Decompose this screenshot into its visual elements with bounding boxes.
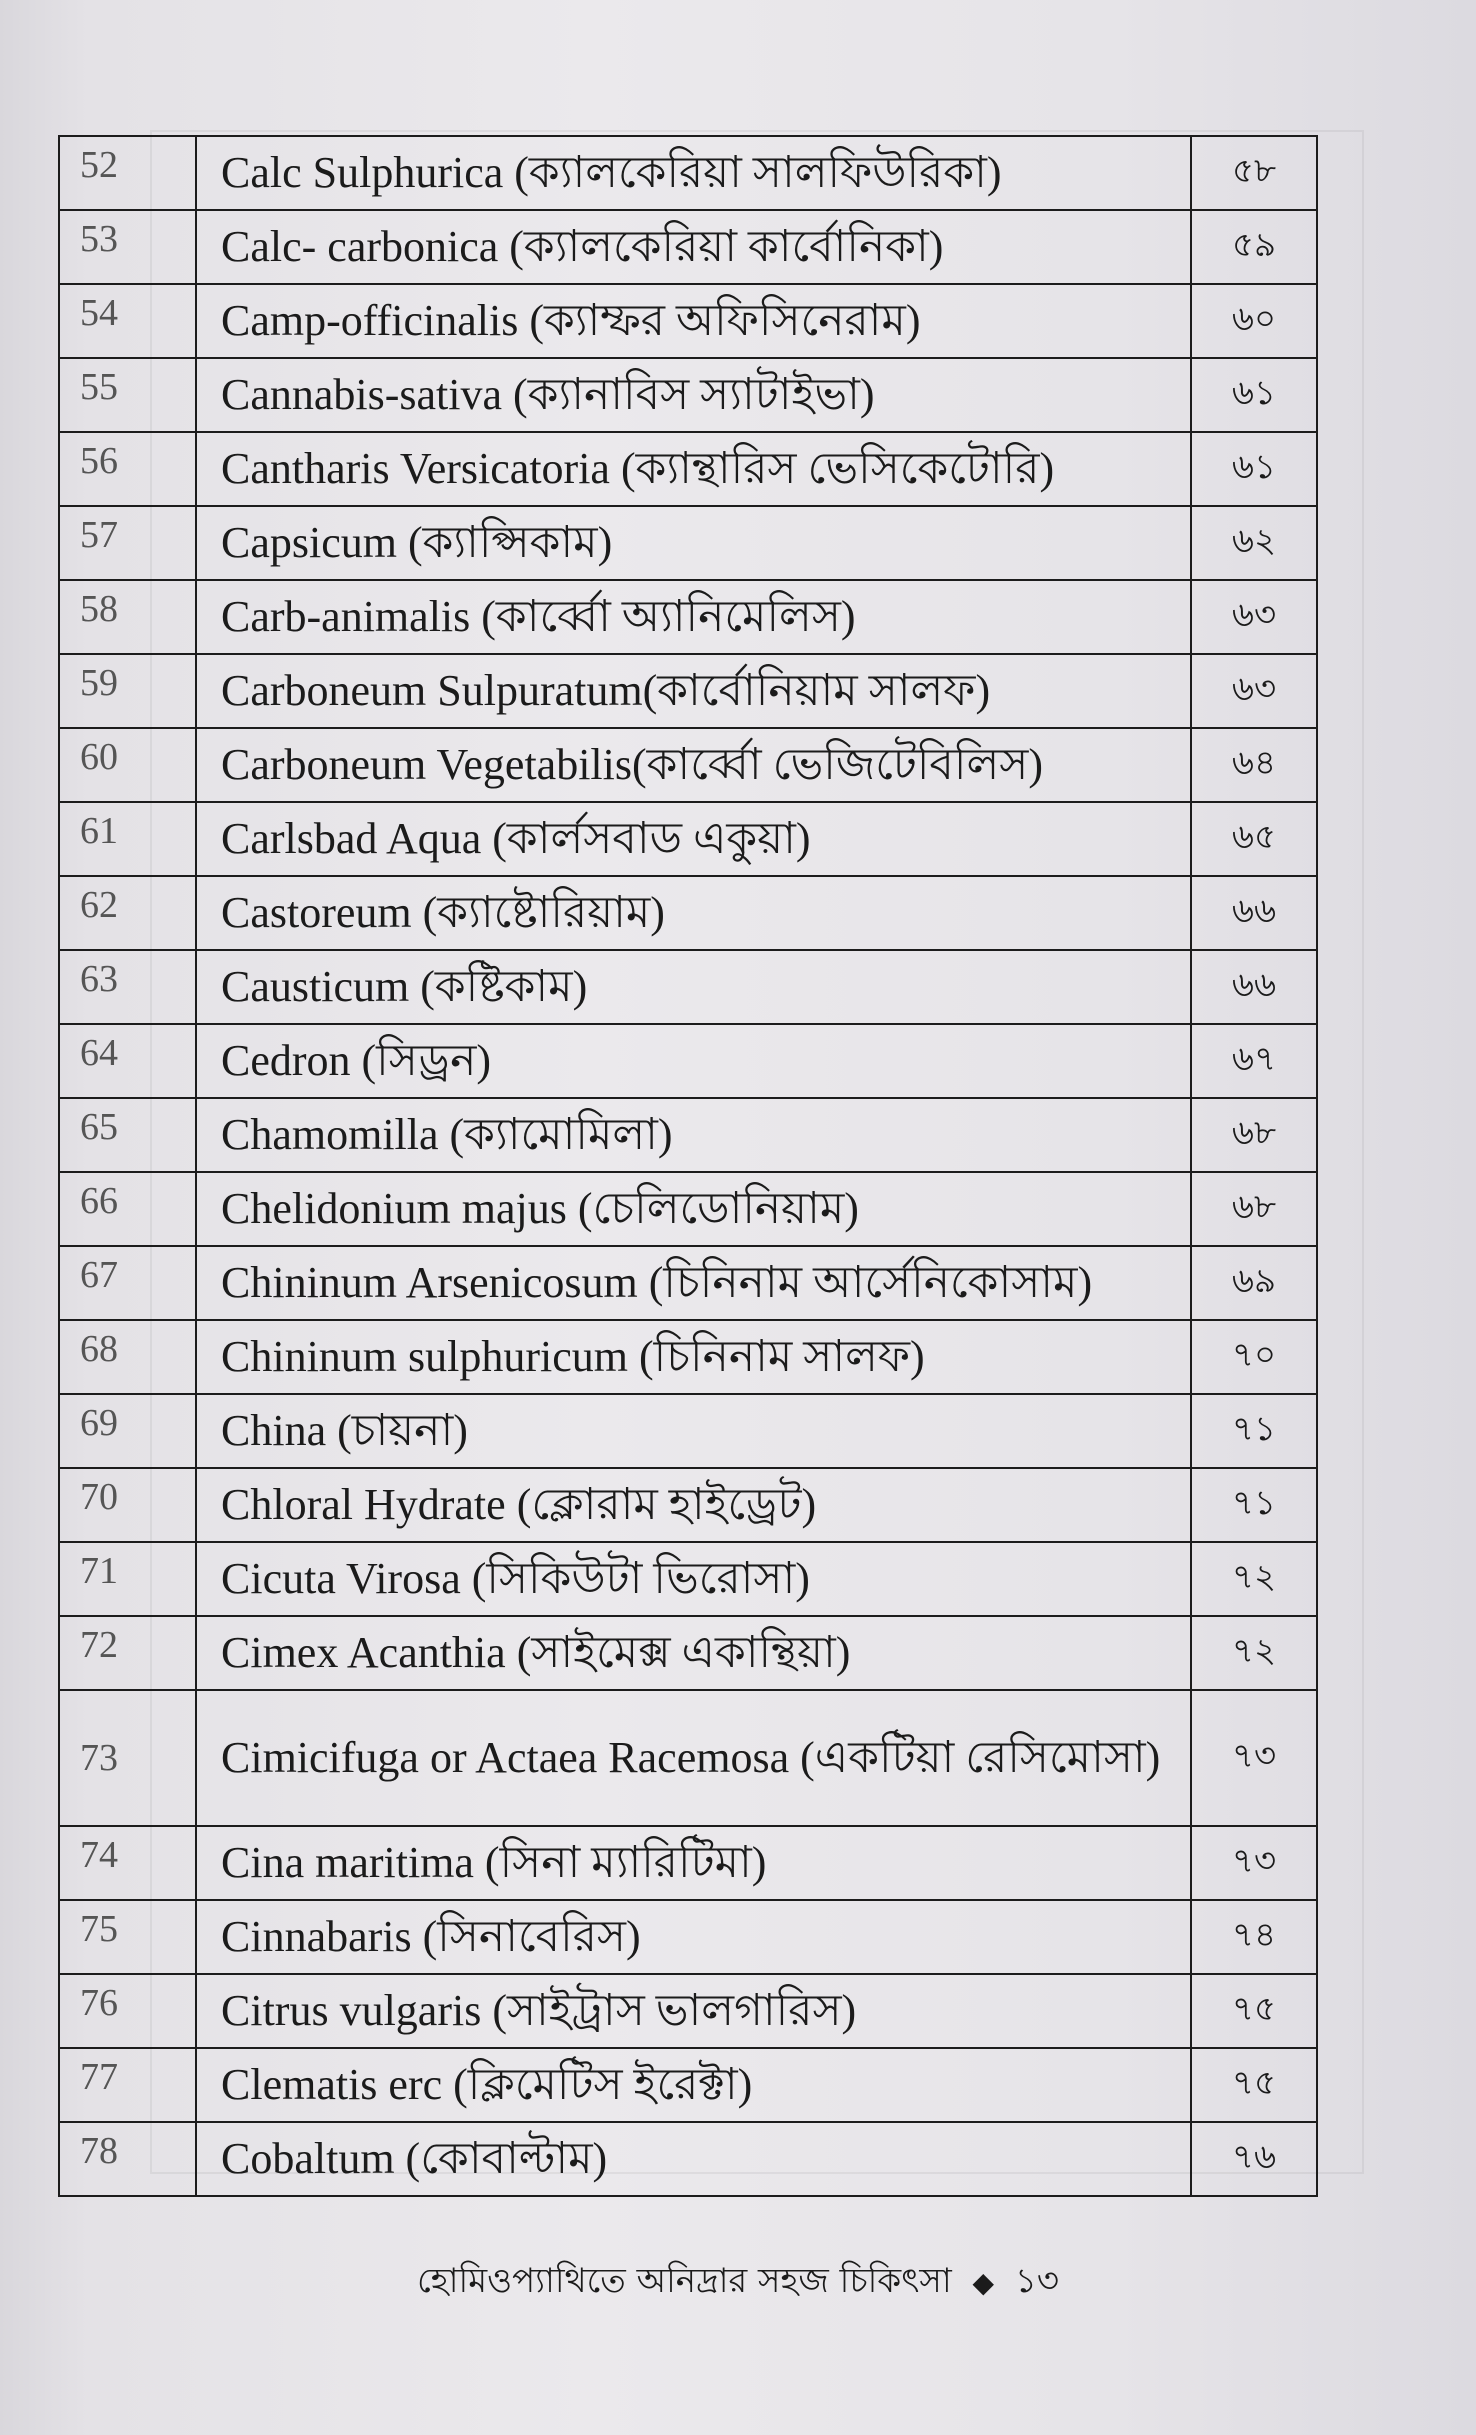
serial-number: 64 [59,1024,196,1098]
table-row [59,2122,1317,2196]
table-row [59,876,1317,950]
page-reference: ৬৩ [1191,654,1317,728]
table-row [59,1024,1317,1098]
page-reference: ৭২ [1191,1616,1317,1690]
table-row [59,1974,1317,2048]
remedy-index-table [58,135,1318,2197]
remedy-name: Chininum Arsenicosum (চিনিনাম আর্সেনিকোসাম) [196,1246,1191,1320]
serial-number: 72 [59,1616,196,1690]
table-row [59,358,1317,432]
page-reference: ৭৫ [1191,1974,1317,2048]
serial-number: 58 [59,580,196,654]
serial-number: 67 [59,1246,196,1320]
table-row [59,2048,1317,2122]
page-reference: ৬২ [1191,506,1317,580]
remedy-name: Cimicifuga or Actaea Racemosa (একটিয়া রেসিমোসা) [196,1690,1191,1826]
page-reference: ৭০ [1191,1320,1317,1394]
remedy-name: Cantharis Versicatoria (ক্যান্থারিস ভেসিকেটোরি) [196,432,1191,506]
serial-number: 66 [59,1172,196,1246]
table-row [59,136,1317,210]
page-reference: ৬৮ [1191,1098,1317,1172]
remedy-name: Carboneum Vegetabilis(কার্ব্বো ভেজিটেবিলিস) [196,728,1191,802]
serial-number: 78 [59,2122,196,2196]
remedy-name: Citrus vulgaris (সাইট্রাস ভালগারিস) [196,1974,1191,2048]
remedy-name: Camp-officinalis (ক্যাম্ফর অফিসিনেরাম) [196,284,1191,358]
remedy-name: Carboneum Sulpuratum(কার্বোনিয়াম সালফ) [196,654,1191,728]
table-body [59,136,1317,2196]
serial-number: 68 [59,1320,196,1394]
page-reference: ৭২ [1191,1542,1317,1616]
remedy-name: Calc- carbonica (ক্যালকেরিয়া কার্বোনিকা) [196,210,1191,284]
remedy-name: Capsicum (ক্যাপ্সিকাম) [196,506,1191,580]
table-row [59,1394,1317,1468]
page-reference: ৭৬ [1191,2122,1317,2196]
serial-number: 61 [59,802,196,876]
remedy-name: China (চায়না) [196,1394,1191,1468]
serial-number: 71 [59,1542,196,1616]
table-row [59,1468,1317,1542]
page-reference: ৬৬ [1191,876,1317,950]
page-reference: ৬১ [1191,358,1317,432]
serial-number: 52 [59,136,196,210]
remedy-name: Chamomilla (ক্যামোমিলা) [196,1098,1191,1172]
page-reference: ৭৩ [1191,1826,1317,1900]
serial-number: 65 [59,1098,196,1172]
table-row [59,1172,1317,1246]
remedy-name: Chelidonium majus (চেলিডোনিয়াম) [196,1172,1191,1246]
remedy-name: Cinnabaris (সিনাবেরিস) [196,1900,1191,1974]
page-reference: ৬১ [1191,432,1317,506]
remedy-name: Cina maritima (সিনা ম্যারিটিমা) [196,1826,1191,1900]
page-reference: ৬৯ [1191,1246,1317,1320]
page-reference: ৬৮ [1191,1172,1317,1246]
page-reference: ৬৫ [1191,802,1317,876]
table-row [59,1616,1317,1690]
remedy-name: Castoreum (ক্যাষ্টোরিয়াম) [196,876,1191,950]
page-reference: ৬৪ [1191,728,1317,802]
serial-number: 60 [59,728,196,802]
table-row [59,1900,1317,1974]
serial-number: 53 [59,210,196,284]
table-row [59,506,1317,580]
remedy-name: Calc Sulphurica (ক্যালকেরিয়া সালফিউরিকা) [196,136,1191,210]
table-row [59,1098,1317,1172]
page-reference: ৭১ [1191,1468,1317,1542]
serial-number: 55 [59,358,196,432]
remedy-name: Carb-animalis (কার্ব্বো অ্যানিমেলিস) [196,580,1191,654]
table-row [59,1320,1317,1394]
page-number: ১৩ [1014,2261,1060,2301]
table-row [59,728,1317,802]
page-reference: ৭৫ [1191,2048,1317,2122]
page-reference: ৭৩ [1191,1690,1317,1826]
page-reference: ৬৩ [1191,580,1317,654]
remedy-name: Chininum sulphuricum (চিনিনাম সালফ) [196,1320,1191,1394]
table-row [59,802,1317,876]
table-row [59,210,1317,284]
page-reference: ৫৮ [1191,136,1317,210]
remedy-name: Carlsbad Aqua (কার্লসবাড একুয়া) [196,802,1191,876]
page-reference: ৬৭ [1191,1024,1317,1098]
serial-number: 56 [59,432,196,506]
table-row [59,1246,1317,1320]
diamond-separator-icon: ◆ [972,2266,995,2299]
table-row [59,1542,1317,1616]
remedy-name: Cannabis-sativa (ক্যানাবিস স্যাটাইভা) [196,358,1191,432]
table-row [59,1826,1317,1900]
serial-number: 62 [59,876,196,950]
serial-number: 59 [59,654,196,728]
serial-number: 77 [59,2048,196,2122]
table-row [59,654,1317,728]
serial-number: 57 [59,506,196,580]
remedy-name: Clematis erc (ক্লিমেটিস ইরেক্টা) [196,2048,1191,2122]
serial-number: 74 [59,1826,196,1900]
table-row [59,432,1317,506]
table-row [59,580,1317,654]
page-reference: ৭১ [1191,1394,1317,1468]
serial-number: 54 [59,284,196,358]
page-footer [0,2255,1476,2312]
serial-number: 75 [59,1900,196,1974]
page-reference: ৭৪ [1191,1900,1317,1974]
remedy-name: Cicuta Virosa (সিকিউটা ভিরোসা) [196,1542,1191,1616]
table-row [59,284,1317,358]
table-row [59,950,1317,1024]
remedy-name: Cimex Acanthia (সাইমেক্স একান্থিয়া) [196,1616,1191,1690]
page-reference: ৬০ [1191,284,1317,358]
book-title: হোমিওপ্যাথিতে অনিদ্রার সহজ চিকিৎসা [416,2261,952,2301]
serial-number: 70 [59,1468,196,1542]
page-reference: ৫৯ [1191,210,1317,284]
serial-number: 69 [59,1394,196,1468]
remedy-name: Causticum (কষ্টিকাম) [196,950,1191,1024]
table-row [59,1690,1317,1826]
remedy-name: Chloral Hydrate (ক্লোরাম হাইড্রেট) [196,1468,1191,1542]
serial-number: 76 [59,1974,196,2048]
remedy-name: Cedron (সিড্রন) [196,1024,1191,1098]
page-reference: ৬৬ [1191,950,1317,1024]
serial-number: 73 [59,1690,196,1826]
remedy-name: Cobaltum (কোবাল্টাম) [196,2122,1191,2196]
serial-number: 63 [59,950,196,1024]
